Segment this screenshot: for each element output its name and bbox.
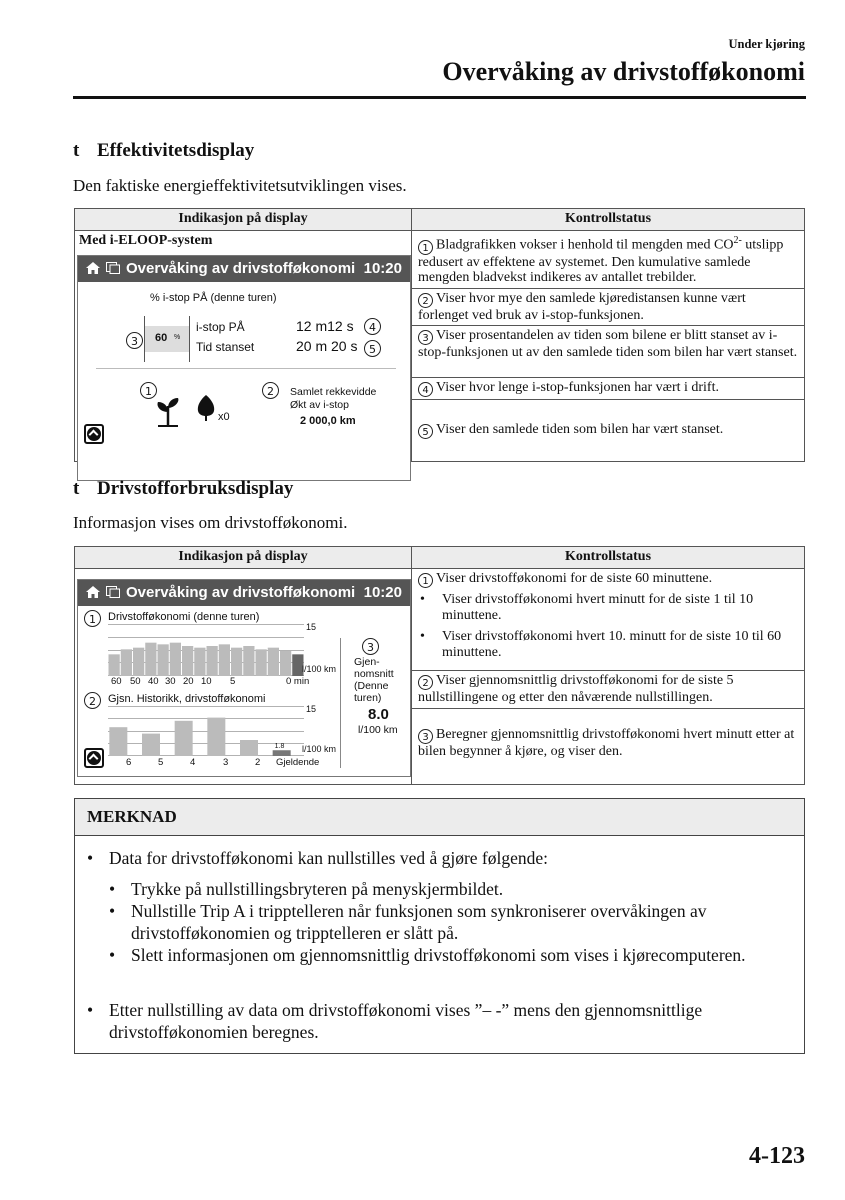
gauge-value: 60 — [155, 332, 168, 344]
graph1-x-tick: 30 — [165, 676, 176, 687]
note-item-2: • Etter nullstilling av data om drivstofføkonomi vises ”– -” mens den gjennomsnittlige drivstofføkonomien beregnes. — [87, 999, 793, 1043]
status-sup: 2- — [733, 235, 742, 246]
status-bullet-text: Viser drivstofføkonomi hvert minutt for de siste 1 til 10 minuttene. — [442, 592, 754, 623]
sprout-icon — [150, 392, 186, 428]
graph2-x-tick: 6 — [126, 757, 132, 768]
status-row-1 — [412, 231, 805, 289]
callout-3: 3 — [362, 638, 379, 655]
istop-gauge — [144, 316, 190, 362]
status-row-2 — [412, 671, 805, 709]
status-bullet-text: Viser drivstofføkonomi hvert 10. minutt for de siste 10 til 60 minuttene. — [442, 629, 782, 660]
graph1-bar — [170, 643, 181, 676]
section1-heading — [73, 140, 254, 162]
graph1-bar — [182, 646, 193, 676]
status-row-5 — [412, 400, 805, 462]
scroll-up-button[interactable] — [84, 424, 104, 444]
screen-title-bar — [78, 256, 410, 282]
status-num: 2 — [418, 293, 433, 308]
status-text: Viser prosentandelen av tiden som bilene er blitt stanset av i-stop-funksjonen ut av den samlede tiden som bilen har vært stanset. — [418, 328, 798, 361]
system-label: Med i-ELOOP-system — [79, 233, 213, 248]
avg-label — [354, 656, 394, 704]
graph1-x-tick: 0 min — [286, 676, 310, 687]
graph2-x-tick: 2 — [255, 757, 261, 768]
graph2-bar — [207, 718, 225, 756]
graph2-bar-label: 1.8 — [274, 743, 285, 751]
status-num: 5 — [418, 424, 433, 439]
status-bullet: • Viser drivstofføkonomi hvert minutt for de siste 1 til 10 minuttene. — [418, 592, 798, 623]
fuel-table — [74, 546, 805, 785]
graph2-x-axis — [78, 757, 410, 769]
istop-title: % i-stop PÅ (denne turen) — [150, 292, 277, 304]
note-sub-2-text: Nullstille Trip A i tripptelleren når funksjonen som synkroniserer overvåkingen av drivstofføkonomien og tripptelleren er slått på. — [131, 901, 707, 943]
graph1-x-tick: 10 — [201, 676, 212, 687]
graph2-bar — [175, 721, 193, 756]
graph1-bar — [194, 648, 205, 676]
status-text: Bladgrafikken vokser i henhold til mengden med CO — [436, 237, 734, 253]
status-row-4 — [412, 378, 805, 400]
efficiency-screen — [77, 255, 411, 481]
note-box — [74, 798, 805, 1054]
istop-on-value: 12 m12 s — [296, 318, 354, 334]
status-num: 1 — [418, 573, 433, 588]
graph1-x-tick: 5 — [230, 676, 236, 687]
section2-marker: t — [73, 478, 80, 499]
time-stopped-value: 20 m 20 s — [296, 338, 358, 354]
avg-line4: turen) — [354, 692, 382, 704]
note-sub-1: • Trykke på nullstillingsbryteren på menyskjermbildet. — [109, 878, 793, 900]
graph1-title: Drivstofføkonomi (denne turen) — [108, 611, 260, 623]
callout-2: 2 — [262, 382, 279, 399]
status-text: Viser drivstofføkonomi for de siste 60 minuttene. — [436, 571, 713, 586]
graph1-bar — [133, 648, 144, 676]
graph1-x-tick: 60 — [111, 676, 122, 687]
graph2-bar — [273, 750, 291, 756]
graph1-bar — [158, 644, 169, 676]
graph2-x-tick: 3 — [223, 757, 229, 768]
callout-1: 1 — [140, 382, 157, 399]
graph2-unit: l/100 km — [302, 744, 337, 754]
status-row-1 — [412, 569, 805, 671]
status-text: Viser hvor lenge i-stop-funksjonen har vært i drift. — [436, 380, 719, 396]
tree-icon — [196, 394, 216, 422]
graph1-bar — [145, 643, 156, 676]
graph2-bar — [240, 740, 258, 756]
istop-on-label: i-stop PÅ — [196, 320, 245, 334]
graph1-x-tick: 50 — [130, 676, 141, 687]
graph1-bar — [121, 649, 132, 676]
graph1-bar — [109, 654, 120, 676]
graph1-x-tick: 40 — [148, 676, 159, 687]
screen-title-bar — [78, 580, 410, 606]
note-item-1: • Data for drivstofføkonomi kan nullstilles ved å gjøre følgende: — [87, 847, 787, 869]
graph1-unit: l/100 km — [302, 664, 337, 674]
screen-divider — [96, 368, 396, 369]
section2-heading — [73, 478, 293, 500]
monitor-icon — [106, 586, 120, 598]
status-text: Viser den samlede tiden som bilen har vært stanset. — [436, 422, 724, 438]
avg-line3: (Denne — [354, 680, 389, 692]
section1-intro: Den faktiske energieffektivitetsutviklingen vises. — [73, 176, 407, 195]
status-text-cont: utslipp redusert av effektene av systemet. Den kumulative samlede mengden bladvekst indikeres av antallet trebilder. — [418, 237, 784, 286]
page-title: Overvåking av drivstofføkonomi — [442, 57, 805, 86]
graph2-x-tick: 5 — [158, 757, 164, 768]
status-text: Viser gjennomsnittlig drivstofføkonomi for de siste 5 nullstillingene og etter den nåværende nullstillingen. — [418, 673, 734, 705]
status-row-2 — [412, 288, 805, 326]
graph2-title: Gjsn. Historikk, drivstofføkonomi — [108, 693, 266, 705]
graph1-bar — [231, 648, 242, 676]
avg-unit: l/100 km — [358, 724, 398, 736]
graph2-x-tick: Gjeldende — [276, 757, 320, 768]
screen-clock: 10:20 — [363, 584, 402, 601]
range-value: 2 000,0 km — [300, 415, 356, 427]
status-row-3 — [412, 326, 805, 378]
running-header-section: Under kjøring — [728, 37, 805, 51]
note-heading: MERKNAD — [75, 799, 804, 836]
graph1-bar — [207, 646, 218, 676]
note-sub-1-text: Trykke på nullstillingsbryteren på menyskjermbildet. — [131, 879, 504, 899]
callout-5: 5 — [364, 340, 381, 357]
time-stopped-label: Tid stanset — [196, 340, 255, 354]
gauge-unit: % — [174, 334, 181, 341]
callout-4: 4 — [364, 318, 381, 335]
graph2-bar — [109, 727, 127, 756]
header-rule — [73, 96, 806, 99]
page-number: 4-123 — [749, 1143, 805, 1169]
home-icon — [86, 262, 100, 274]
screen-title: Overvåking av drivstofføkonomi — [126, 260, 356, 277]
section2-title: Drivstofforbruksdisplay — [97, 478, 294, 499]
avg-divider — [340, 638, 341, 768]
note-sub-2: • Nullstille Trip A i tripptelleren når funksjonen som synkroniserer overvåkingen av drivstofføkonomien og tripptelleren er slått på. — [109, 900, 793, 944]
scroll-up-button[interactable] — [84, 748, 104, 768]
fuel-display-cell — [75, 569, 412, 785]
graph2-chart — [108, 706, 304, 756]
graph1-chart — [108, 624, 304, 676]
graph1-bar — [219, 644, 230, 676]
col-display-header: Indikasjon på display — [75, 547, 412, 569]
status-num: 4 — [418, 382, 433, 397]
status-text: Viser hvor mye den samlede kjøredistansen kunne vært forlenget ved bruk av i-stop-funksjonen. — [418, 290, 746, 323]
note-item-1-text: Data for drivstofføkonomi kan nullstilles ved å gjøre følgende: — [109, 848, 549, 868]
col-status-header: Kontrollstatus — [412, 209, 805, 231]
section2-intro: Informasjon vises om drivstofføkonomi. — [73, 513, 348, 532]
efficiency-display-cell — [75, 231, 412, 462]
callout-2: 2 — [84, 692, 101, 709]
col-status-header: Kontrollstatus — [412, 547, 805, 569]
graph1-x-tick: 20 — [183, 676, 194, 687]
screen-title: Overvåking av drivstofføkonomi — [126, 584, 356, 601]
callout-3: 3 — [126, 332, 143, 349]
section1-title: Effektivitetsdisplay — [97, 140, 255, 161]
range-line2: Økt av i-stop — [290, 399, 349, 411]
graph1-ymax: 15 — [306, 622, 317, 632]
monitor-icon — [106, 262, 120, 274]
status-num: 1 — [418, 240, 433, 255]
callout-1: 1 — [84, 610, 101, 627]
graph2-bar — [142, 734, 160, 756]
graph1-bar — [268, 648, 279, 676]
status-num: 3 — [418, 729, 433, 744]
graph2-ymax: 15 — [306, 704, 317, 714]
status-row-3 — [412, 709, 805, 785]
note-sub-3: • Slett informasjonen om gjennomsnittlig drivstofføkonomi som vises i kjørecomputeren. — [109, 944, 793, 966]
efficiency-table — [74, 208, 805, 462]
avg-value: 8.0 — [368, 706, 389, 723]
status-bullet: • Viser drivstofføkonomi hvert 10. minutt for de siste 10 til 60 minuttene. — [418, 629, 798, 660]
status-num: 3 — [418, 330, 433, 345]
graph1-bar — [256, 649, 267, 676]
range-line1: Samlet rekkevidde — [290, 386, 377, 398]
status-num: 2 — [418, 675, 433, 690]
avg-line1: Gjen- — [354, 656, 380, 668]
avg-line2: nomsnitt — [354, 668, 394, 680]
note-item-2-text: Etter nullstilling av data om drivstofføkonomi vises ”– -” mens den gjennomsnittlige drivstofføkonomien beregnes. — [109, 1000, 703, 1042]
col-display-header: Indikasjon på display — [75, 209, 412, 231]
screen-clock: 10:20 — [363, 260, 402, 277]
graph1-bar — [280, 651, 291, 676]
graph1-bar — [243, 646, 254, 676]
fuel-screen — [77, 579, 411, 777]
status-text: Beregner gjennomsnittlig drivstofføkonomi hvert minutt etter at bilen begynner å kjøre, og viser den. — [418, 727, 795, 759]
section1-marker: t — [73, 140, 80, 161]
graph2-x-tick: 4 — [190, 757, 196, 768]
note-sub-3-text: Slett informasjonen om gjennomsnittlig drivstofføkonomi som vises i kjørecomputeren. — [131, 945, 746, 965]
home-icon — [86, 586, 100, 598]
tree-count: x0 — [218, 411, 230, 423]
